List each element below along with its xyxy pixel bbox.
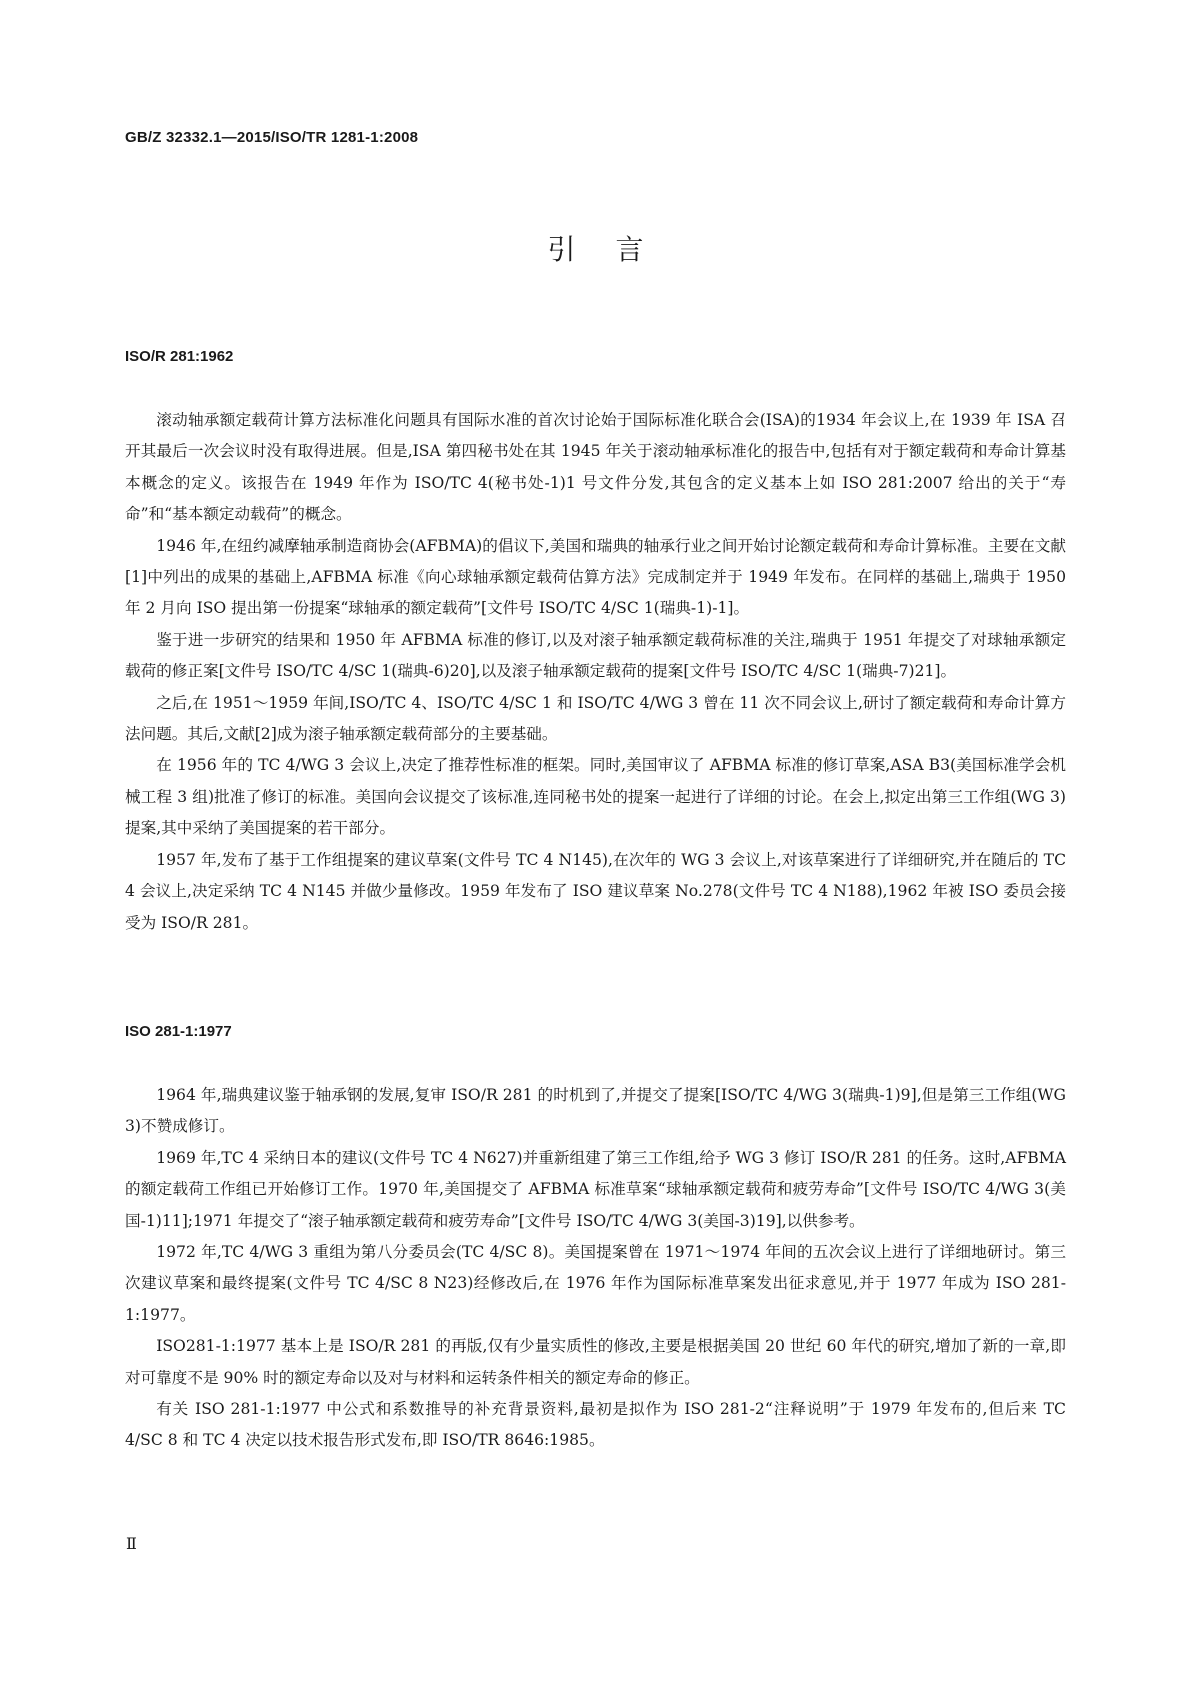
paragraph: 滚动轴承额定载荷计算方法标准化问题具有国际水准的首次讨论始于国际标准化联合会(ISA)的1934 年会议上,在 1939 年 ISA 召开其最后一次会议时没有取得进展。但是,ISA 第四秘书处在其 1945 年关于滚动轴承标准化的报告中,包括有对于额定载荷和寿命计算基本概念的定义。该报告在 1949 年作为 ISO/TC 4(秘书处-1)1 号文件分发,其包含的定义基本上如 ISO 281:2007 给出的关于“寿命”和“基本额定动载荷”的概念。 bbox=[125, 411, 1066, 524]
paragraph: 鉴于进一步研究的结果和 1950 年 AFBMA 标准的修订,以及对滚子轴承额定载荷标准的关注,瑞典于 1951 年提交了对球轴承额定载荷的修正案[文件号 ISO/TC 4/SC 1(瑞典-6)20],以及滚子轴承额定载荷的提案[文件号 ISO/TC 4/SC 1(瑞典-7)21]。 bbox=[125, 630, 1066, 681]
paragraph: 之后,在 1951～1959 年间,ISO/TC 4、ISO/TC 4/SC 1 和 ISO/TC 4/WG 3 曾在 11 次不同会议上,研讨了额定载荷和寿命计算方法问题。其后,文献[2]成为滚子轴承额定载荷部分的主要基础。 bbox=[125, 693, 1066, 744]
page-title: 引言 bbox=[547, 233, 684, 266]
page-number: Ⅱ bbox=[126, 1536, 137, 1553]
standard-number-header: GB/Z 32332.1—2015/ISO/TR 1281-1:2008 bbox=[125, 129, 419, 146]
paragraph: 在 1956 年的 TC 4/WG 3 会议上,决定了推荐性标准的框架。同时,美国审议了 AFBMA 标准的修订草案,ASA B3(美国标准学会机械工程 3 组)批准了修订的标准。美国向会议提交了该标准,连同秘书处的提案一起进行了详细的讨论。在会上,拟定出第三工作组(WG 3)提案,其中采纳了美国提案的若干部分。 bbox=[125, 756, 1066, 838]
section-body-iso-281-1 bbox=[125, 1080, 1066, 1457]
paragraph: 1957 年,发布了基于工作组提案的建议草案(文件号 TC 4 N145),在次年的 WG 3 会议上,对该草案进行了详细研究,并在随后的 TC 4 会议上,决定采纳 TC 4 N145 并做少量修改。1959 年发布了 ISO 建议草案 No.278(文件号 TC 4 N188),1962 年被 ISO 委员会接受为 ISO/R 281。 bbox=[125, 850, 1066, 932]
section-heading-iso-281-1: ISO 281-1:1977 bbox=[125, 1023, 232, 1040]
section-body-iso-r-281 bbox=[125, 405, 1066, 939]
paragraph: ISO281-1:1977 基本上是 ISO/R 281 的再版,仅有少量实质性的修改,主要是根据美国 20 世纪 60 年代的研究,增加了新的一章,即对可靠度不是 90% 时的额定寿命以及对与材料和运转条件相关的额定寿命的修正。 bbox=[125, 1337, 1066, 1387]
paragraph: 1964 年,瑞典建议鉴于轴承钢的发展,复审 ISO/R 281 的时机到了,并提交了提案[ISO/TC 4/WG 3(瑞典-1)9],但是第三工作组(WG 3)不赞成修订。 bbox=[125, 1086, 1066, 1136]
paragraph: 1969 年,TC 4 采纳日本的建议(文件号 TC 4 N627)并重新组建了第三工作组,给予 WG 3 修订 ISO/R 281 的任务。这时,AFBMA 的额定载荷工作组已开始修订工作。1970 年,美国提交了 AFBMA 标准草案“球轴承额定载荷和疲劳寿命”[文件号 ISO/TC 4/WG 3(美国-1)11];1971 年提交了“滚子轴承额定载荷和疲劳寿命”[文件号 ISO/TC 4/WG 3(美国-3)19],以供参考。 bbox=[125, 1148, 1066, 1230]
section-heading-iso-r-281: ISO/R 281:1962 bbox=[125, 348, 234, 365]
paragraph: 1972 年,TC 4/WG 3 重组为第八分委员会(TC 4/SC 8)。美国提案曾在 1971～1974 年间的五次会议上进行了详细地研讨。第三次建议草案和最终提案(文件号 TC 4/SC 8 N23)经修改后,在 1976 年作为国际标准草案发出征求意见,并于 1977 年成为 ISO 281-1:1977。 bbox=[125, 1243, 1066, 1324]
paragraph: 有关 ISO 281-1:1977 中公式和系数推导的补充背景资料,最初是拟作为 ISO 281-2“注释说明”于 1979 年发布的,但后来 TC 4/SC 8 和 TC 4 决定以技术报告形式发布,即 ISO/TR 8646:1985。 bbox=[125, 1400, 1066, 1450]
paragraph: 1946 年,在纽约减摩轴承制造商协会(AFBMA)的倡议下,美国和瑞典的轴承行业之间开始讨论额定载荷和寿命计算标准。主要在文献[1]中列出的成果的基础上,AFBMA 标准《向心球轴承额定载荷估算方法》完成制定并于 1949 年发布。在同样的基础上,瑞典于 1950 年 2 月向 ISO 提出第一份提案“球轴承的额定载荷”[文件号 ISO/TC 4/SC 1(瑞典-1)-1]。 bbox=[125, 536, 1066, 618]
